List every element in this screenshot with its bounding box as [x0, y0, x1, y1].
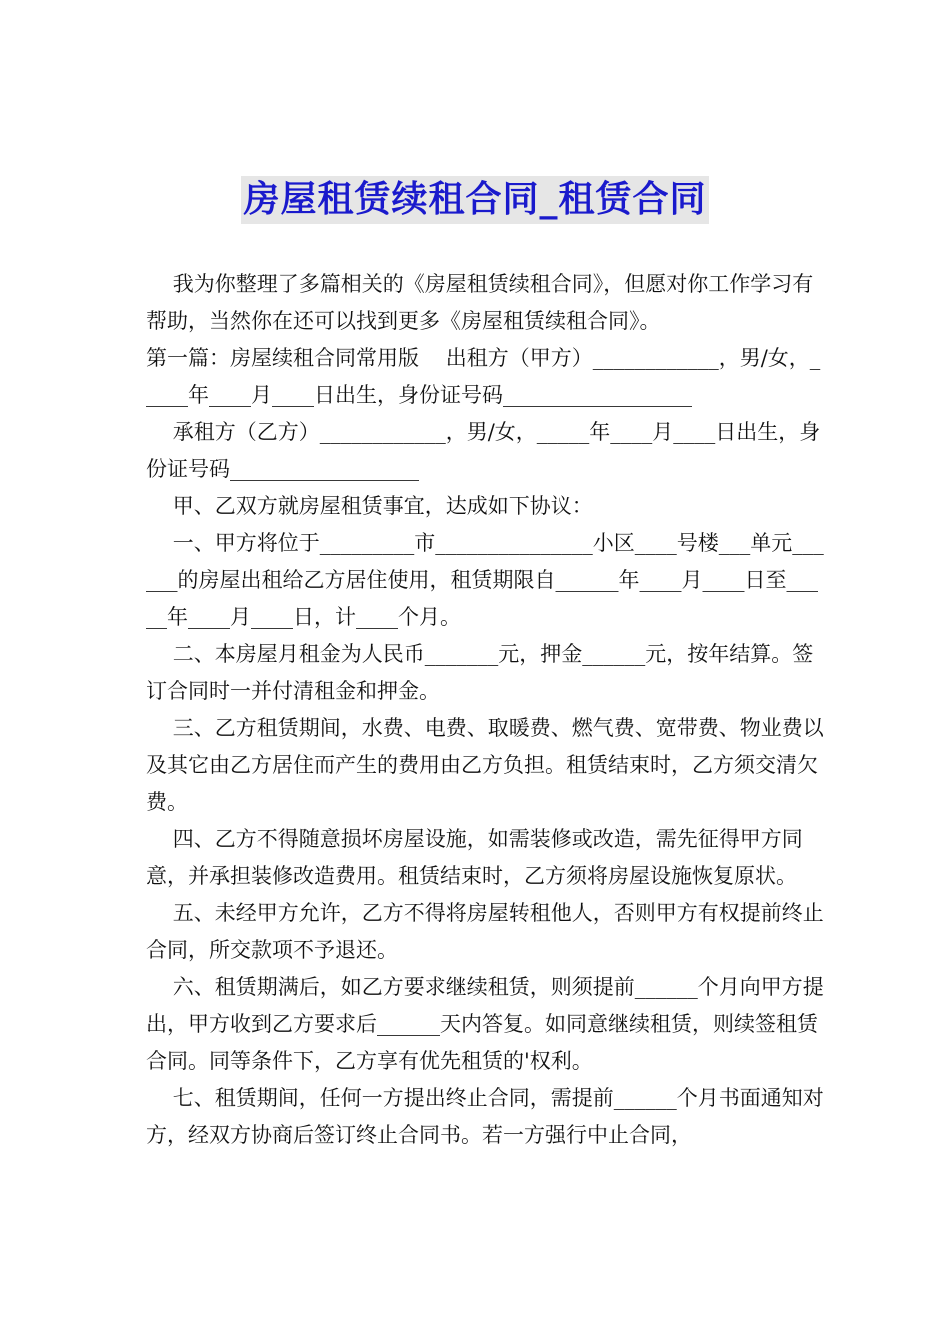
paragraph-clause-6: 六、租赁期满后，如乙方要求继续租赁，则须提前______个月向甲方提出，甲方收到乙方要求后______天内答复。如同意继续租赁，则续签租赁合同。同等条件下，乙方享有优先租赁的'权利。 [146, 975, 824, 1073]
document-body [146, 266, 826, 1154]
paragraph-lessor: 第一篇：房屋续租合同常用版 出租方（甲方）____________，男/女，_____年____月____日出生，身份证号码__________________ [146, 346, 821, 407]
paragraph-clause-7: 七、租赁期间，任何一方提出终止合同，需提前______个月书面通知对方，经双方协商后签订终止合同书。若一方强行中止合同， [146, 1086, 824, 1147]
paragraph-agreement: 甲、乙双方就房屋租赁事宜，达成如下协议： [146, 494, 593, 518]
document-title: 房屋租赁续租合同_租赁合同 [241, 176, 708, 224]
paragraph-clause-3: 三、乙方租赁期间，水费、电费、取暖费、燃气费、宽带费、物业费以及其它由乙方居住而产生的费用由乙方负担。租赁结束时，乙方须交清欠费。 [146, 716, 824, 814]
paragraph-lessee: 承租方（乙方）____________，男/女，_____年____月____日出生，身份证号码__________________ [146, 420, 821, 481]
paragraph-clause-5: 五、未经甲方允许，乙方不得将房屋转租他人，否则甲方有权提前终止合同，所交款项不予退还。 [146, 901, 824, 962]
paragraph-intro: 我为你整理了多篇相关的《房屋租赁续租合同》，但愿对你工作学习有帮助，当然你在还可以找到更多《房屋租赁续租合同》。 [146, 272, 814, 333]
paragraph-clause-2: 二、本房屋月租金为人民币_______元，押金______元，按年结算。签订合同时一并付清租金和押金。 [146, 642, 814, 703]
title-container [0, 176, 950, 224]
paragraph-clause-4: 四、乙方不得随意损坏房屋设施，如需装修或改造，需先征得甲方同意，并承担装修改造费用。租赁结束时，乙方须将房屋设施恢复原状。 [146, 827, 803, 888]
paragraph-clause-1: 一、甲方将位于_________市_______________小区____号楼___单元______的房屋出租给乙方居住使用，租赁期限自______年____月____日至_____年____月____日，计____个月。 [146, 531, 824, 629]
